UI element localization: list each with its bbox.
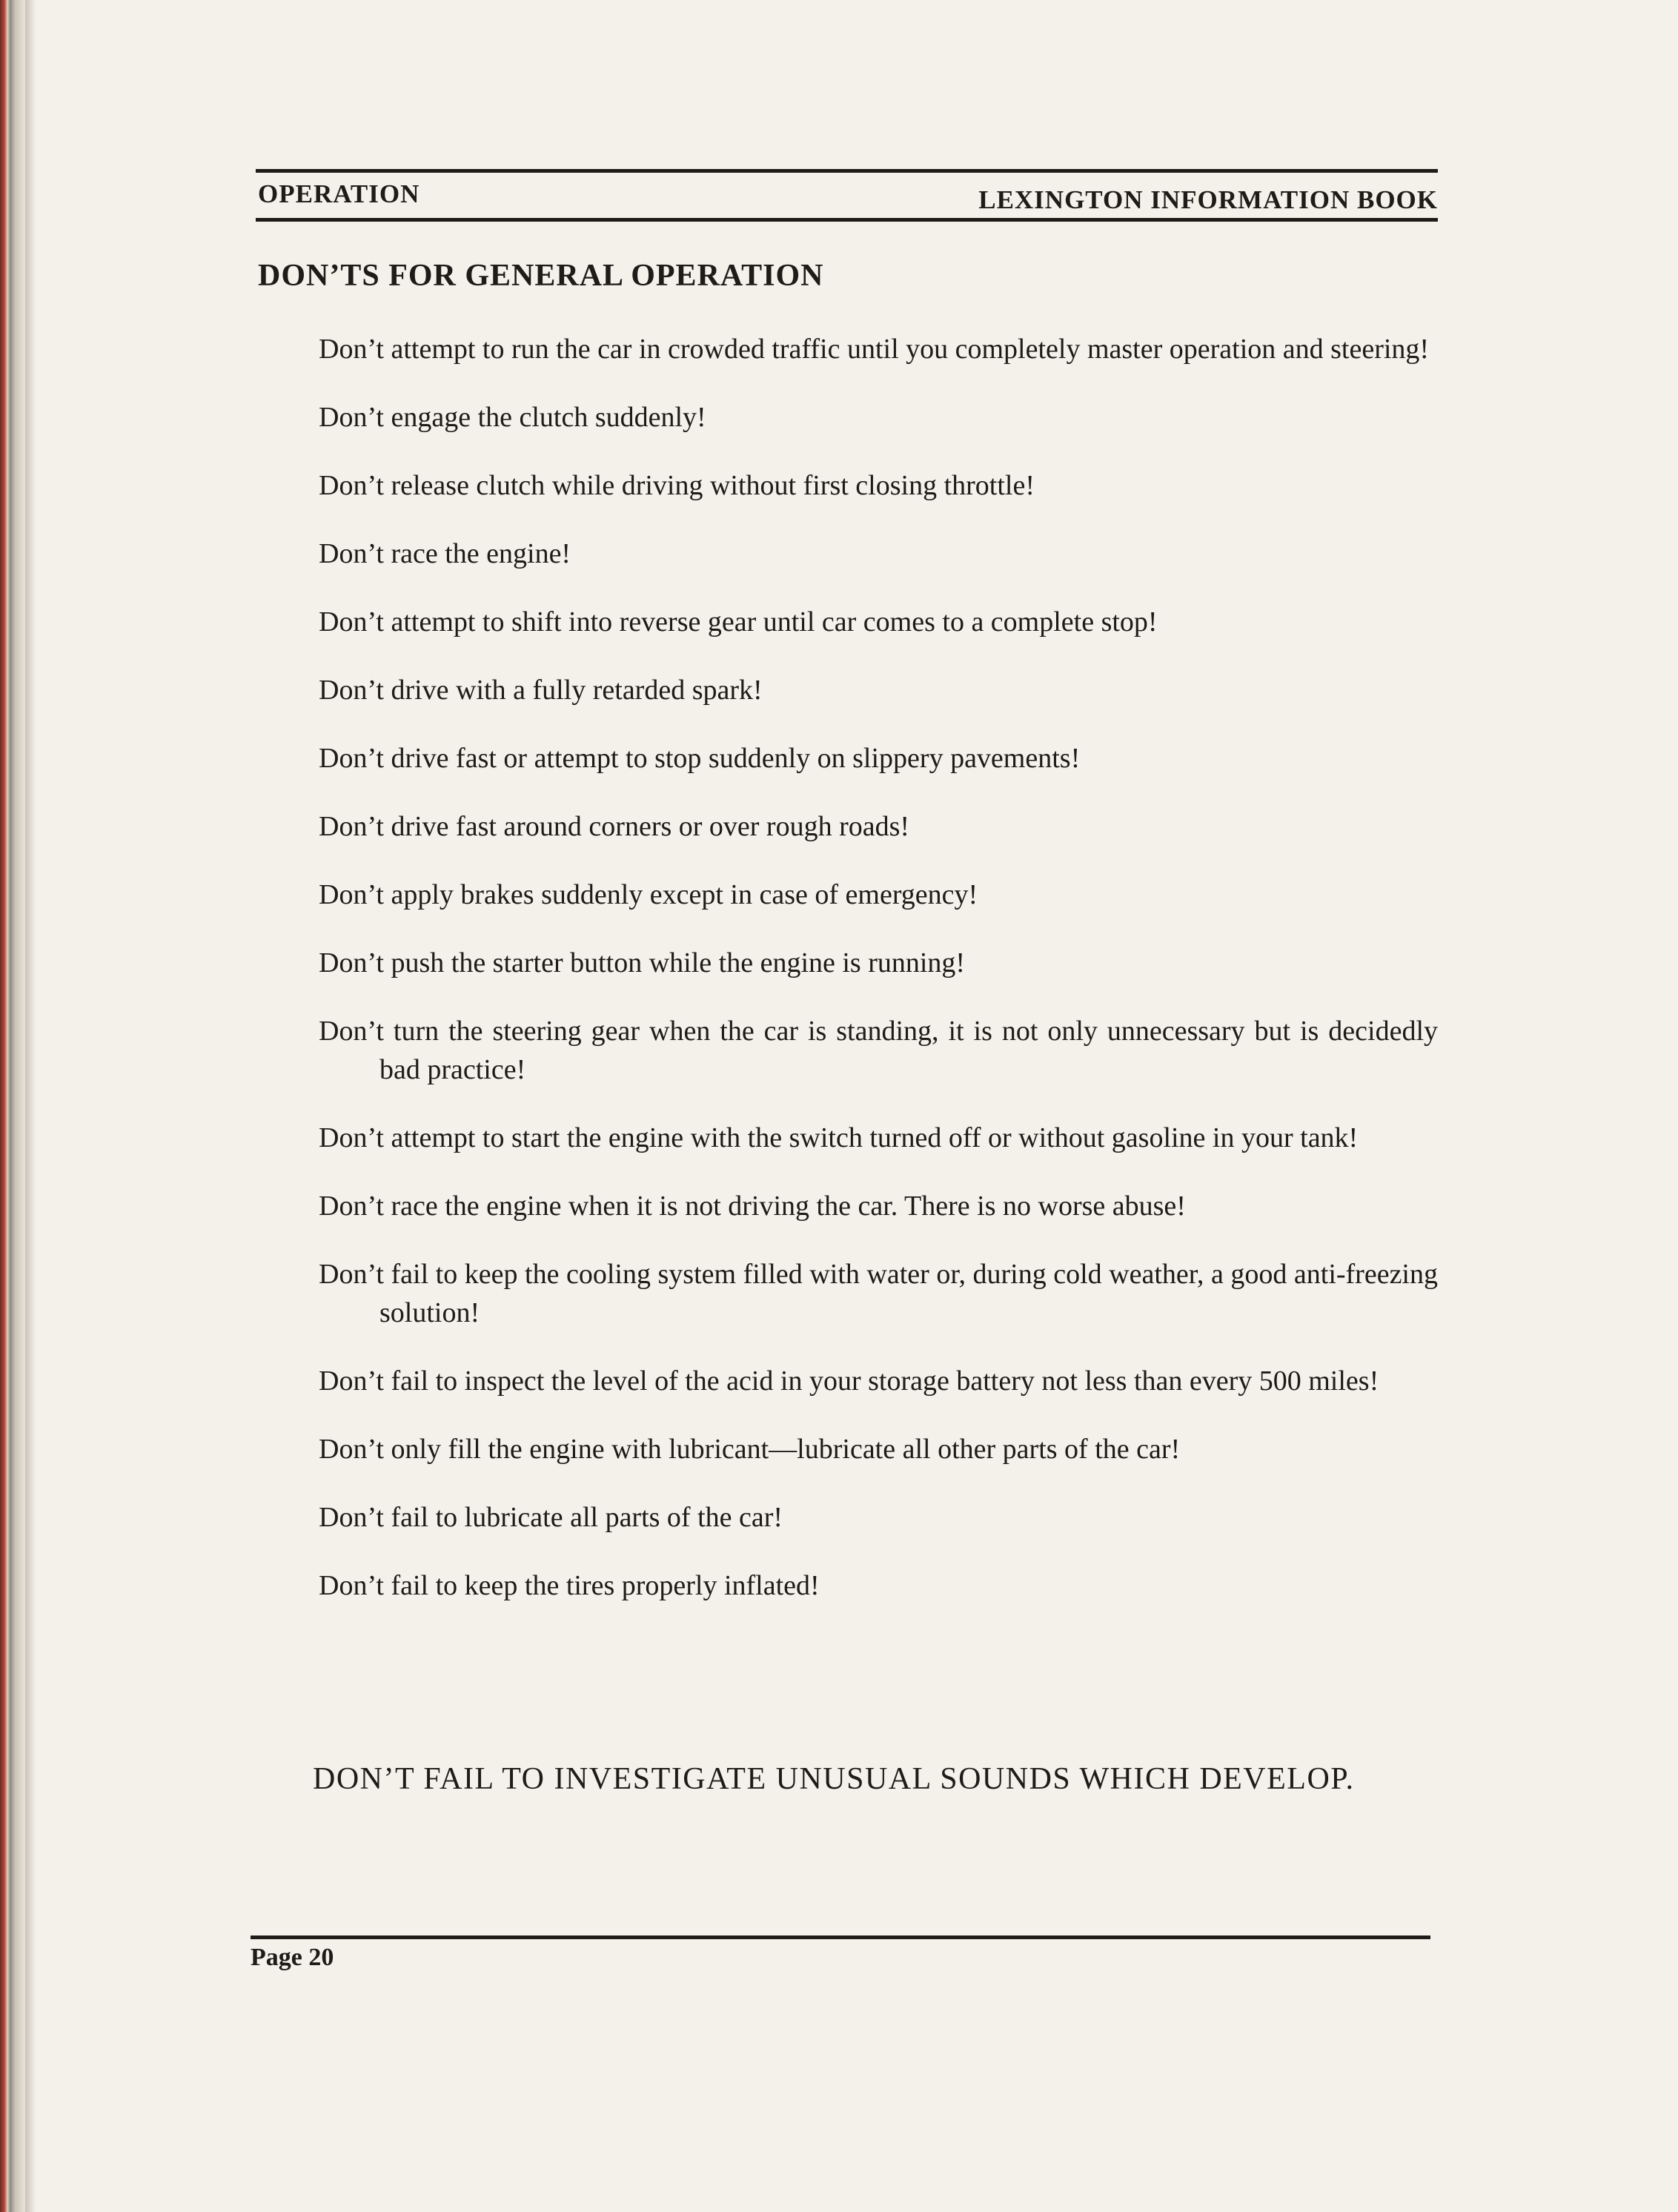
list-item: Don’t attempt to run the car in crowded traffic until you completely master operation and steering! (319, 334, 1430, 365)
list-item: Don’t race the engine! (319, 538, 571, 569)
page-number: Page 20 (251, 1944, 334, 1971)
list-item: Don’t race the engine when it is not driving the car. There is no worse abuse! (319, 1191, 1186, 1222)
running-head-section: OPERATION (258, 179, 420, 208)
list-item: Don’t drive fast around corners or over rough roads! (319, 811, 910, 842)
list-item: Don’t drive fast or attempt to stop suddenly on slippery pavements! (319, 743, 1081, 774)
running-head-book-title: LEXINGTON INFORMATION BOOK (978, 185, 1438, 214)
list-item: Don’t attempt to shift into reverse gear until car comes to a complete stop! (319, 606, 1158, 638)
list-item: Don’t fail to keep the tires properly inflated! (319, 1570, 820, 1601)
list-item: Don’t engage the clutch suddenly! (319, 402, 706, 433)
header-rule-bottom (256, 218, 1438, 222)
list-item: Don’t attempt to start the engine with the switch turned off or without gasoline in your tank! (319, 1122, 1359, 1153)
spine-shadow (25, 0, 36, 2212)
book-spine-edge (0, 0, 25, 2212)
header-rule-top (256, 169, 1438, 173)
section-title: DON’TS FOR GENERAL OPERATION (258, 259, 824, 293)
list-item: Don’t fail to keep the cooling system filled with water or, during cold weather, a good anti-freezing solution! (319, 1259, 1438, 1328)
closing-statement: DON’T FAIL TO INVESTIGATE UNUSUAL SOUNDS WHICH DEVELOP. (313, 1762, 1355, 1796)
list-item: Don’t drive with a fully retarded spark! (319, 675, 763, 706)
list-item: Don’t turn the steering gear when the car is standing, it is not only unnecessary but is decidedly bad practice! (319, 1016, 1438, 1085)
donts-list (319, 330, 1438, 1635)
list-item: Don’t fail to inspect the level of the acid in your storage battery not less than every 500 miles! (319, 1365, 1379, 1397)
footer-rule (251, 1936, 1430, 1939)
list-item: Don’t only fill the engine with lubricant—lubricate all other parts of the car! (319, 1434, 1181, 1465)
list-item: Don’t release clutch while driving without first closing throttle! (319, 470, 1035, 501)
list-item: Don’t push the starter button while the engine is running! (319, 947, 966, 978)
list-item: Don’t fail to lubricate all parts of the car! (319, 1502, 783, 1533)
list-item: Don’t apply brakes suddenly except in case of emergency! (319, 879, 978, 910)
